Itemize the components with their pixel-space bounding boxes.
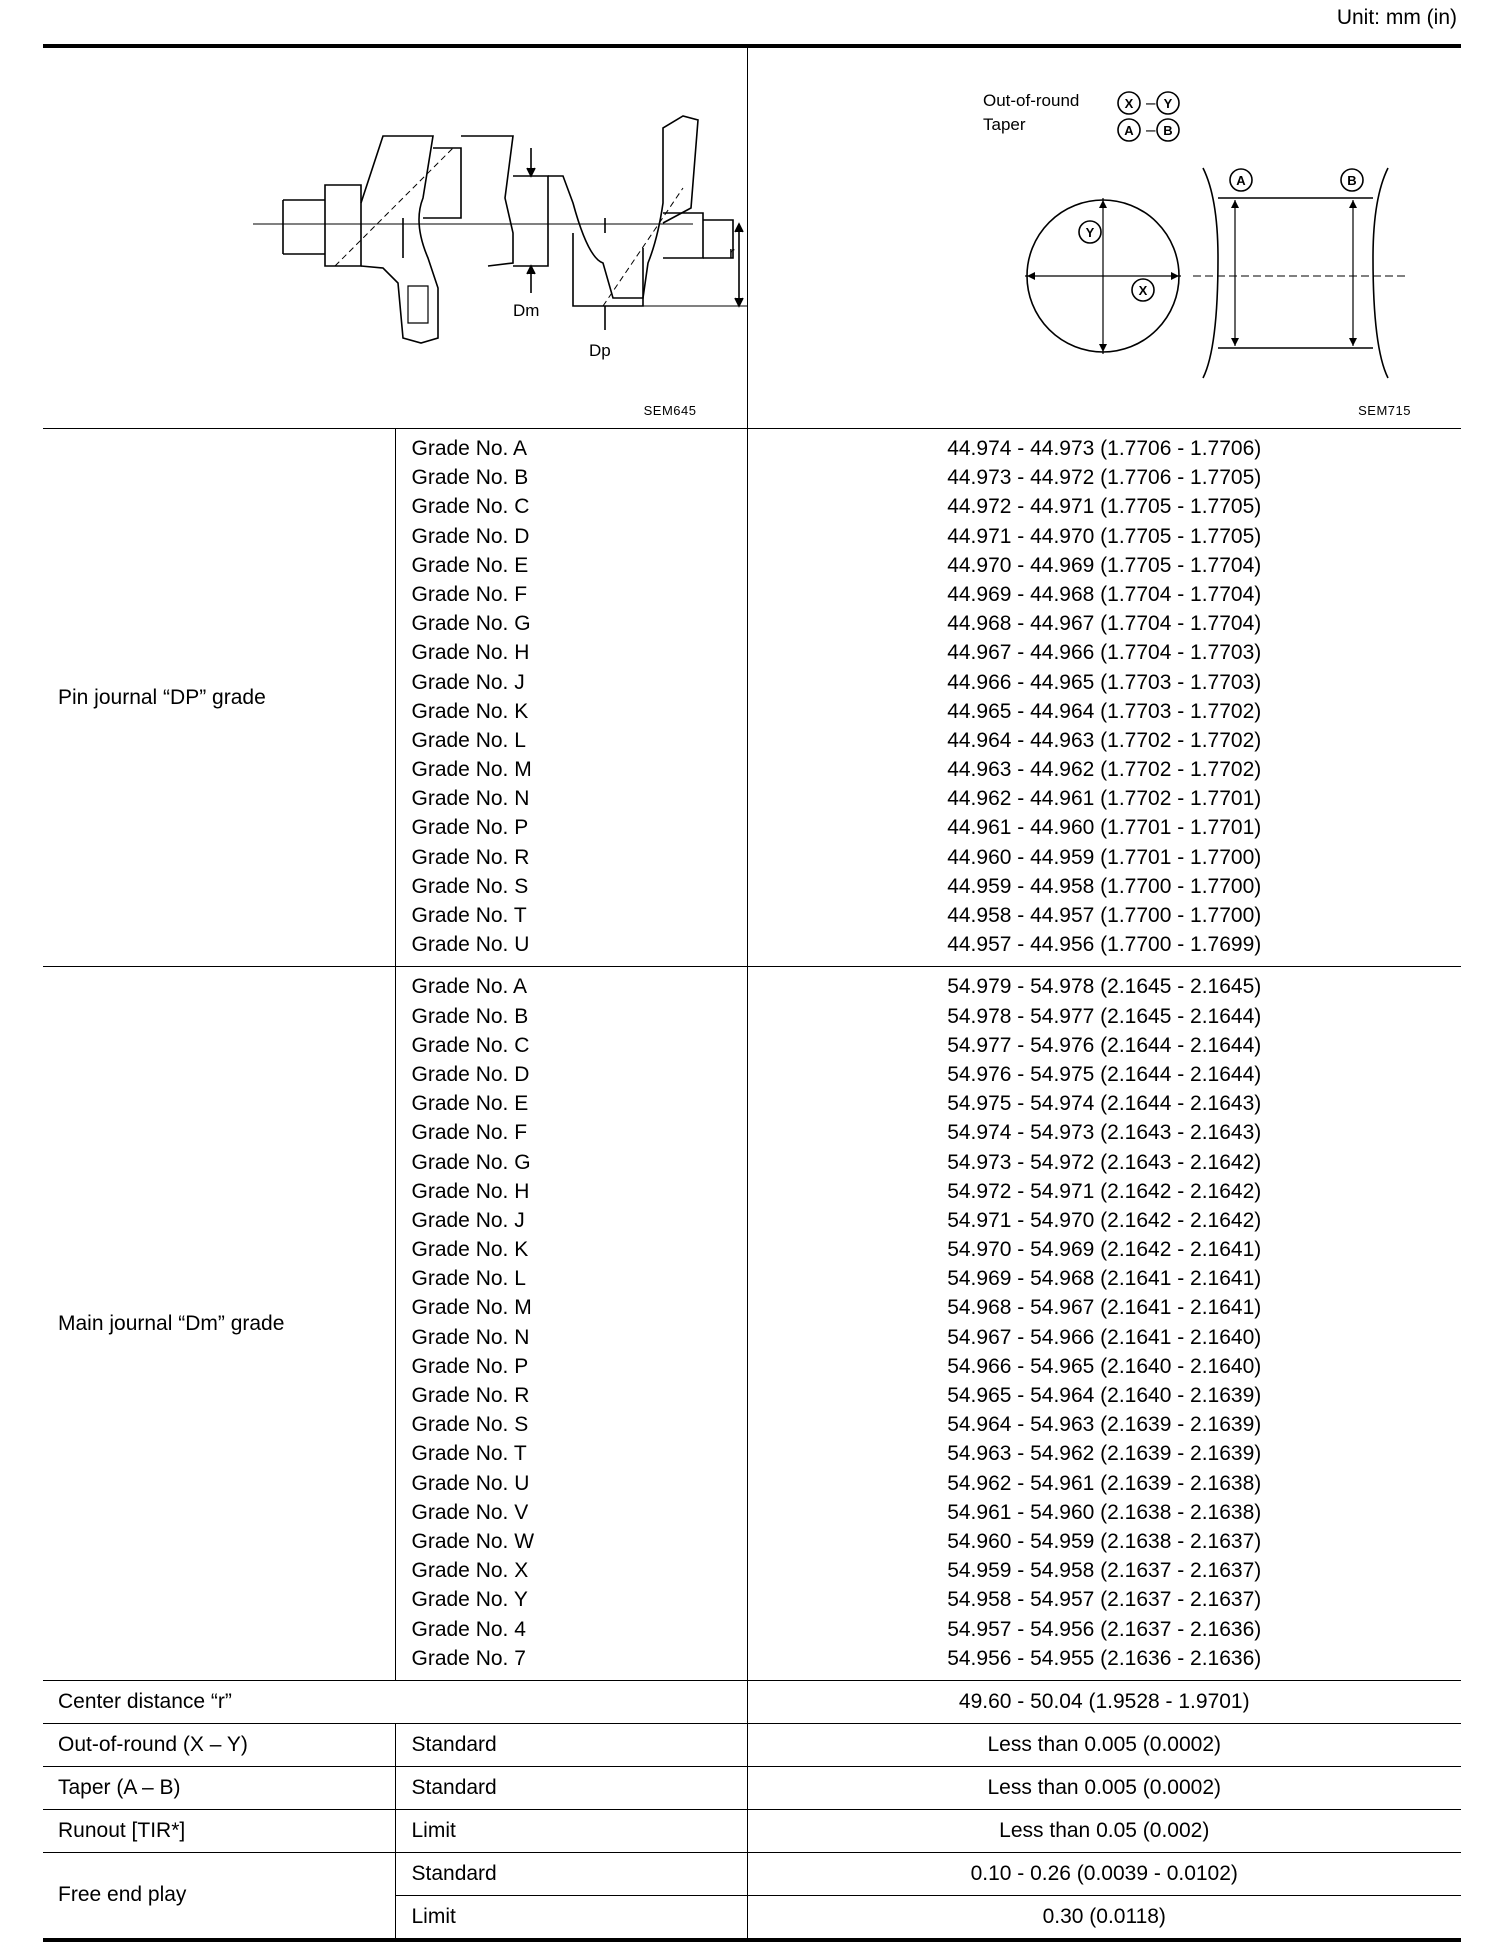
main-journal-value: 54.975 - 54.974 (2.1644 - 2.1643)	[947, 1092, 1262, 1116]
pin-journal-grade: Grade No. B	[411, 466, 529, 490]
figure-code-right: SEM715	[1358, 403, 1411, 418]
main-journal-value: 54.967 - 54.966 (2.1641 - 2.1640)	[947, 1325, 1262, 1349]
runout-value: Less than 0.05 (0.002)	[747, 1809, 1461, 1852]
crankshaft-figure	[43, 46, 747, 429]
main-journal-grade: Grade No. 4	[411, 1617, 526, 1641]
pin-journal-grade: Grade No. A	[411, 437, 528, 460]
pin-journal-value: 44.958 - 44.957 (1.7700 - 1.7700)	[947, 904, 1262, 927]
runout-kind: Limit	[395, 1809, 747, 1852]
free-end-play-standard-label: Standard	[395, 1852, 747, 1895]
r-label: r	[729, 243, 735, 262]
main-journal-label: Main journal “Dm” grade	[43, 967, 395, 1681]
pin-journal-grade: Grade No. R	[411, 845, 530, 869]
out-of-round-taper-diagram	[748, 48, 1462, 428]
pin-journal-value: 44.960 - 44.959 (1.7701 - 1.7700)	[947, 845, 1262, 869]
main-journal-values	[747, 967, 1461, 1681]
center-distance-value: 49.60 - 50.04 (1.9528 - 1.9701)	[747, 1680, 1461, 1723]
main-journal-grade: Grade No. G	[411, 1150, 531, 1174]
free-end-play-standard-value: 0.10 - 0.26 (0.0039 - 0.0102)	[747, 1852, 1461, 1895]
main-journal-value: 54.978 - 54.977 (2.1645 - 2.1644)	[947, 1004, 1262, 1028]
legend-taper: Taper	[982, 115, 1026, 134]
main-journal-value: 54.963 - 54.962 (2.1639 - 2.1639)	[947, 1442, 1262, 1466]
legend-b-icon: B	[1162, 123, 1173, 138]
main-journal-value: 54.956 - 54.955 (2.1636 - 2.1636)	[947, 1646, 1262, 1670]
pin-journal-value: 44.968 - 44.967 (1.7704 - 1.7704)	[947, 612, 1262, 636]
pin-journal-value: 44.967 - 44.966 (1.7704 - 1.7703)	[947, 641, 1262, 665]
main-journal-value: 54.958 - 54.957 (2.1637 - 2.1637)	[947, 1588, 1262, 1612]
main-journal-value: 54.979 - 54.978 (2.1645 - 2.1645)	[947, 975, 1262, 999]
main-journal-grade: Grade No. N	[411, 1325, 530, 1349]
main-journal-grade: Grade No. K	[411, 1238, 529, 1262]
main-journal-value: 54.962 - 54.961 (2.1639 - 2.1638)	[947, 1471, 1262, 1495]
main-journal-value: 54.964 - 54.963 (2.1639 - 2.1639)	[947, 1413, 1262, 1437]
center-distance-label: Center distance “r”	[43, 1680, 747, 1723]
pin-journal-grade: Grade No. E	[411, 553, 529, 577]
out-of-round-label: Out-of-round (X – Y)	[43, 1723, 395, 1766]
main-journal-grade: Grade No. S	[411, 1413, 529, 1437]
free-end-play-limit-value: 0.30 (0.0118)	[747, 1895, 1461, 1940]
main-journal-grade: Grade No. A	[411, 975, 528, 999]
main-journal-grade: Grade No. E	[411, 1092, 529, 1116]
pin-journal-grade: Grade No. L	[411, 728, 526, 752]
main-journal-grade: Grade No. U	[411, 1471, 530, 1495]
main-journal-value: 54.977 - 54.976 (2.1644 - 2.1644)	[947, 1033, 1262, 1057]
taper-kind: Standard	[395, 1766, 747, 1809]
main-journal-grade: Grade No. T	[411, 1442, 527, 1466]
pin-journal-value: 44.966 - 44.965 (1.7703 - 1.7703)	[947, 670, 1262, 694]
pin-journal-grade: Grade No. S	[411, 874, 529, 898]
pin-journal-value: 44.959 - 44.958 (1.7700 - 1.7700)	[947, 874, 1262, 898]
pin-journal-grade: Grade No. N	[411, 787, 530, 811]
main-journal-grade: Grade No. D	[411, 1062, 530, 1086]
pin-journal-value: 44.963 - 44.962 (1.7702 - 1.7702)	[947, 758, 1262, 782]
main-journal-grades	[395, 967, 747, 1681]
pin-journal-value: 44.971 - 44.970 (1.7705 - 1.7705)	[947, 524, 1262, 548]
taper-value: Less than 0.005 (0.0002)	[747, 1766, 1461, 1809]
pin-journal-value: 44.962 - 44.961 (1.7702 - 1.7701)	[947, 787, 1262, 811]
pin-journal-value: 44.969 - 44.968 (1.7704 - 1.7704)	[947, 582, 1262, 606]
taper-label: Taper (A – B)	[43, 1766, 395, 1809]
pin-journal-value: 44.957 - 44.956 (1.7700 - 1.7699)	[947, 933, 1262, 957]
out-of-round-kind: Standard	[395, 1723, 747, 1766]
dp-label: Dp	[589, 341, 611, 360]
pin-journal-grade: Grade No. P	[411, 816, 529, 840]
main-journal-grade: Grade No. M	[411, 1296, 532, 1320]
main-journal-grade: Grade No. R	[411, 1384, 530, 1407]
pin-journal-value: 44.973 - 44.972 (1.7706 - 1.7705)	[947, 466, 1262, 490]
main-journal-value: 54.971 - 54.970 (2.1642 - 2.1642)	[947, 1208, 1262, 1232]
main-journal-grade: Grade No. P	[411, 1354, 529, 1378]
taper-b-label: B	[1346, 173, 1357, 188]
main-journal-value: 54.957 - 54.956 (2.1637 - 2.1636)	[947, 1617, 1262, 1641]
main-journal-grade: Grade No. J	[411, 1208, 525, 1232]
legend-dash-1: –	[1145, 93, 1155, 112]
legend-dash-2: –	[1145, 120, 1155, 139]
free-end-play-limit-label: Limit	[395, 1895, 747, 1940]
legend-y-icon: Y	[1163, 96, 1172, 111]
legend-a-icon: A	[1123, 123, 1134, 138]
pin-journal-values	[747, 429, 1461, 967]
pin-journal-grade: Grade No. K	[411, 699, 529, 723]
pin-journal-grade: Grade No. U	[411, 933, 530, 957]
pin-journal-value: 44.974 - 44.973 (1.7706 - 1.7706)	[947, 437, 1262, 460]
main-journal-value: 54.969 - 54.968 (2.1641 - 2.1641)	[947, 1267, 1262, 1291]
main-journal-grade: Grade No. B	[411, 1004, 529, 1028]
main-journal-value: 54.968 - 54.967 (2.1641 - 2.1641)	[947, 1296, 1262, 1320]
main-journal-value: 54.966 - 54.965 (2.1640 - 2.1640)	[947, 1354, 1262, 1378]
main-journal-value: 54.976 - 54.975 (2.1644 - 2.1644)	[947, 1062, 1262, 1086]
dm-label: Dm	[513, 301, 540, 320]
pin-journal-grade: Grade No. M	[411, 758, 532, 782]
pin-journal-grade: Grade No. J	[411, 670, 525, 694]
main-journal-grade: Grade No. L	[411, 1267, 526, 1291]
free-end-play-label: Free end play	[43, 1852, 395, 1940]
pin-journal-grade: Grade No. H	[411, 641, 530, 665]
main-journal-grade: Grade No. V	[411, 1500, 529, 1524]
crankshaft-spec-table	[43, 44, 1461, 1942]
figure-code-left: SEM645	[643, 403, 697, 418]
main-journal-grade: Grade No. 7	[411, 1646, 526, 1670]
pin-journal-grade: Grade No. D	[411, 524, 530, 548]
main-journal-grade: Grade No. F	[411, 1121, 528, 1145]
runout-label: Runout [TIR*]	[43, 1809, 395, 1852]
main-journal-value: 54.960 - 54.959 (2.1638 - 2.1637)	[947, 1529, 1262, 1553]
main-journal-value: 54.974 - 54.973 (2.1643 - 2.1643)	[947, 1121, 1262, 1145]
main-journal-grade: Grade No. H	[411, 1179, 530, 1203]
main-journal-grade: Grade No. W	[411, 1529, 535, 1553]
taper-a-label: A	[1235, 173, 1246, 188]
legend-out-of-round: Out-of-round	[982, 91, 1079, 110]
main-journal-value: 54.965 - 54.964 (2.1640 - 2.1639)	[947, 1384, 1262, 1407]
legend-x-icon: X	[1124, 96, 1133, 111]
main-journal-value: 54.970 - 54.969 (2.1642 - 2.1641)	[947, 1238, 1262, 1262]
main-journal-value: 54.961 - 54.960 (2.1638 - 2.1638)	[947, 1500, 1262, 1524]
main-journal-grade: Grade No. C	[411, 1033, 530, 1057]
journal-measure-figure	[747, 46, 1461, 429]
circle-y-label: Y	[1085, 225, 1094, 240]
main-journal-grade: Grade No. X	[411, 1559, 529, 1583]
pin-journal-grade: Grade No. T	[411, 904, 527, 927]
pin-journal-value: 44.965 - 44.964 (1.7703 - 1.7702)	[947, 699, 1262, 723]
pin-journal-label: Pin journal “DP” grade	[43, 429, 395, 967]
main-journal-value: 54.959 - 54.958 (2.1637 - 2.1637)	[947, 1559, 1262, 1583]
crankshaft-diagram	[43, 48, 747, 428]
pin-journal-value: 44.970 - 44.969 (1.7705 - 1.7704)	[947, 553, 1262, 577]
pin-journal-value: 44.972 - 44.971 (1.7705 - 1.7705)	[947, 495, 1262, 519]
main-journal-grade: Grade No. Y	[411, 1588, 528, 1612]
circle-x-label: X	[1138, 283, 1147, 298]
pin-journal-grades	[395, 429, 747, 967]
main-journal-value: 54.973 - 54.972 (2.1643 - 2.1642)	[947, 1150, 1262, 1174]
unit-label: Unit: mm (in)	[1336, 6, 1457, 29]
pin-journal-grade: Grade No. C	[411, 495, 530, 519]
out-of-round-value: Less than 0.005 (0.0002)	[747, 1723, 1461, 1766]
pin-journal-grade: Grade No. G	[411, 612, 531, 636]
pin-journal-grade: Grade No. F	[411, 582, 528, 606]
pin-journal-value: 44.964 - 44.963 (1.7702 - 1.7702)	[947, 728, 1262, 752]
main-journal-value: 54.972 - 54.971 (2.1642 - 2.1642)	[947, 1179, 1262, 1203]
pin-journal-value: 44.961 - 44.960 (1.7701 - 1.7701)	[947, 816, 1262, 840]
